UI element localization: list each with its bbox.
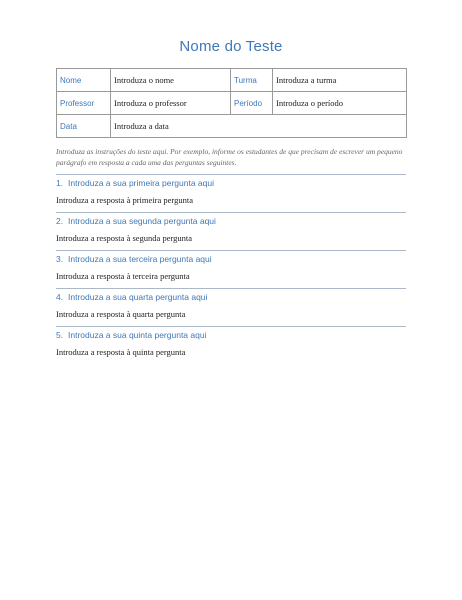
question-text: Introduza a sua terceira pergunta aqui [68,254,212,264]
question-number: 3. [56,254,64,264]
name-field[interactable]: Introduza o nome [111,69,231,92]
question-block [56,326,406,358]
teacher-label: Professor [57,92,111,115]
info-row-date [57,115,407,138]
student-info-table [56,68,407,138]
question-text: Introduza a sua quarta pergunta aqui [68,292,208,302]
question-heading[interactable] [56,174,406,189]
class-label: Turma [231,69,273,92]
question-block [56,288,406,320]
question-number: 2. [56,216,64,226]
name-label: Nome [57,69,111,92]
question-heading[interactable] [56,250,406,265]
question-heading[interactable] [56,212,406,227]
answer-text[interactable]: Introduza a resposta à terceira pergunta [56,271,190,281]
period-label: Período [231,92,273,115]
teacher-field[interactable]: Introduza o professor [111,92,231,115]
date-label: Data [57,115,111,138]
question-text: Introduza a sua segunda pergunta aqui [68,216,216,226]
question-text: Introduza a sua quinta pergunta aqui [68,330,207,340]
class-field[interactable]: Introduza a turma [273,69,407,92]
answer-text[interactable]: Introduza a resposta à segunda pergunta [56,233,193,243]
question-block [56,212,406,244]
test-instructions[interactable]: Introduza as instruções do teste aqui. Por exemplo, informe os estudantes de que precisam de escrever um pequeno parágrafo em resposta a cada uma das perguntas seguintes. [56,147,403,167]
document-title[interactable]: Nome do Teste [179,38,283,55]
answer-text[interactable]: Introduza a resposta à quinta pergunta [56,347,186,357]
answer-text[interactable]: Introduza a resposta à quarta pergunta [56,309,186,319]
question-number: 1. [56,178,64,188]
period-field[interactable]: Introduza o período [273,92,407,115]
question-number: 4. [56,292,64,302]
question-heading[interactable] [56,288,406,303]
info-row-name [57,69,407,92]
date-field[interactable]: Introduza a data [111,115,407,138]
info-row-teacher [57,92,407,115]
question-block [56,250,406,282]
answer-text[interactable]: Introduza a resposta à primeira pergunta [56,195,193,205]
question-heading[interactable] [56,326,406,341]
question-number: 5. [56,330,64,340]
question-block [56,174,406,206]
question-text: Introduza a sua primeira pergunta aqui [68,178,215,188]
